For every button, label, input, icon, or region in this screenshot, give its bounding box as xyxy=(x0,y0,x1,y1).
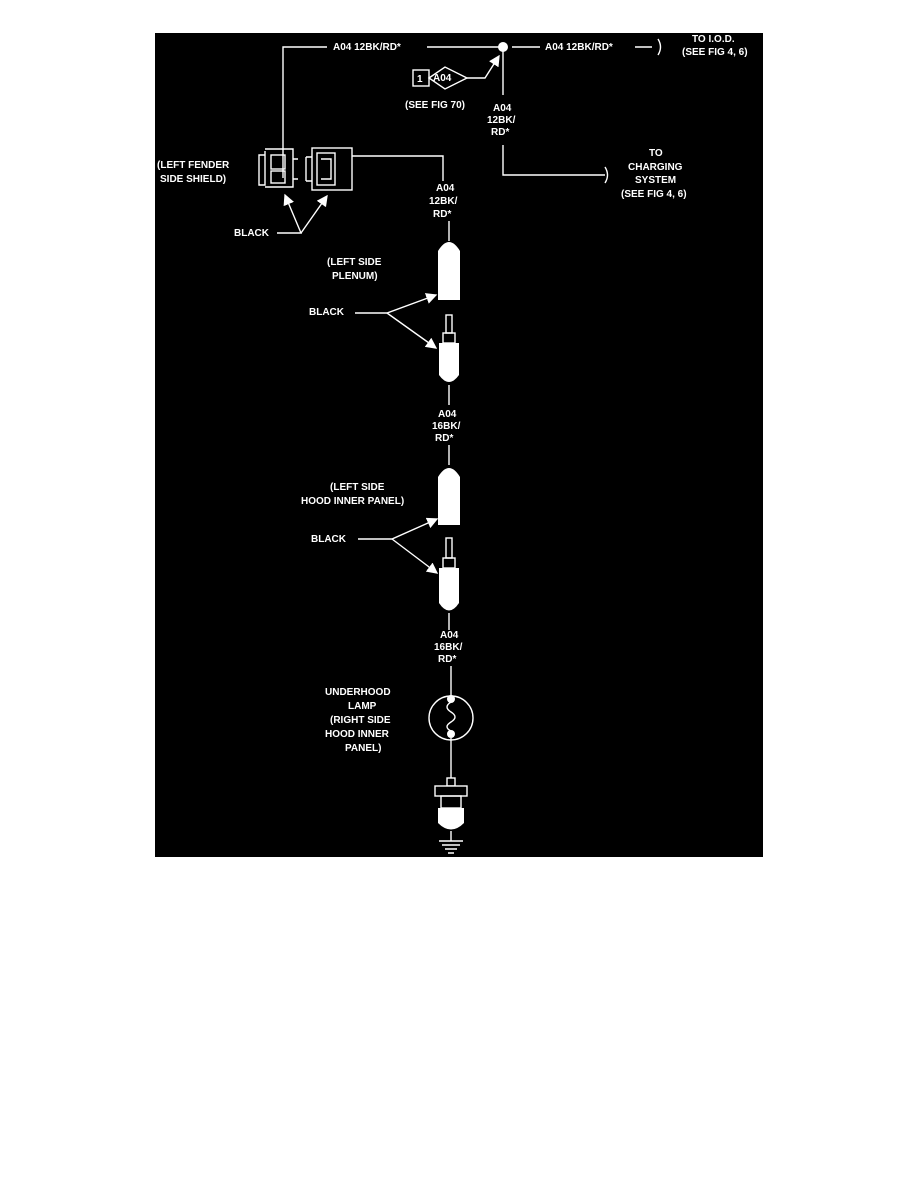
wire-seg2-line2: 16BK/ xyxy=(432,421,461,432)
wire-seg1-line3: RD* xyxy=(433,209,452,220)
hood-female-connector xyxy=(438,468,460,525)
wire-seg3-line1: A04 xyxy=(440,630,459,641)
wire-label-top-right: A04 12BK/RD* xyxy=(545,42,613,53)
see-fig-70-label: (SEE FIG 70) xyxy=(405,100,466,111)
ground-symbol xyxy=(439,841,463,853)
branch-wire-line2: 12BK/ xyxy=(487,115,516,126)
wire-seg3-line3: RD* xyxy=(438,654,457,665)
left-fender-connector xyxy=(259,149,298,187)
to-charging-line4: (SEE FIG 4, 6) xyxy=(621,189,687,200)
splice-ref-code: A04 xyxy=(433,73,452,84)
underhood-lamp-symbol xyxy=(429,695,473,740)
left-fender-line1: (LEFT FENDER xyxy=(157,160,230,171)
ground-mount xyxy=(435,778,467,841)
wire-seg2-line1: A04 xyxy=(438,409,457,420)
black-label-3: BLACK xyxy=(311,534,346,545)
wire-seg3-line2: 16BK/ xyxy=(434,642,463,653)
wire-seg1-line1: A04 xyxy=(436,183,455,194)
plenum-line1: (LEFT SIDE xyxy=(327,257,382,268)
plenum-male-connector xyxy=(439,315,459,382)
underhood-lamp-line3: (RIGHT SIDE xyxy=(330,715,391,726)
to-iod-ref: (SEE FIG 4, 6) xyxy=(682,47,748,58)
to-charging-line3: SYSTEM xyxy=(635,175,677,186)
branch-wire-line3: RD* xyxy=(491,127,510,138)
plenum-female-connector xyxy=(438,242,460,300)
top-wire xyxy=(283,39,661,178)
wire-seg2-line3: RD* xyxy=(435,433,454,444)
hood-male-connector xyxy=(439,538,459,611)
underhood-lamp-line5: PANEL) xyxy=(345,743,382,754)
underhood-lamp-line1: UNDERHOOD xyxy=(325,687,391,698)
wire-label-top-left: A04 12BK/RD* xyxy=(333,42,401,53)
branch-wire-line1: A04 xyxy=(493,103,512,114)
wire-seg1-line2: 12BK/ xyxy=(429,196,458,207)
black-label-2: BLACK xyxy=(309,307,344,318)
fender-wire xyxy=(352,156,443,181)
to-iod-label: TO I.O.D. xyxy=(692,34,735,45)
to-charging-line2: CHARGING xyxy=(628,162,683,173)
mating-connector xyxy=(306,148,352,190)
underhood-lamp-line2: LAMP xyxy=(348,701,377,712)
wiring-diagram-svg xyxy=(155,33,763,857)
plenum-line2: PLENUM) xyxy=(332,271,378,282)
black-label-1: BLACK xyxy=(234,228,269,239)
splice-ref-number: 1 xyxy=(417,74,423,85)
to-charging-line1: TO xyxy=(649,148,663,159)
hood-inner-line2: HOOD INNER PANEL) xyxy=(301,496,405,507)
underhood-lamp-line4: HOOD INNER xyxy=(325,729,389,740)
left-fender-line2: SIDE SHIELD) xyxy=(160,174,227,185)
splice-reference xyxy=(413,56,499,89)
charging-branch-wire xyxy=(503,47,605,175)
hood-inner-line1: (LEFT SIDE xyxy=(330,482,385,493)
wiring-diagram-panel xyxy=(155,33,763,857)
